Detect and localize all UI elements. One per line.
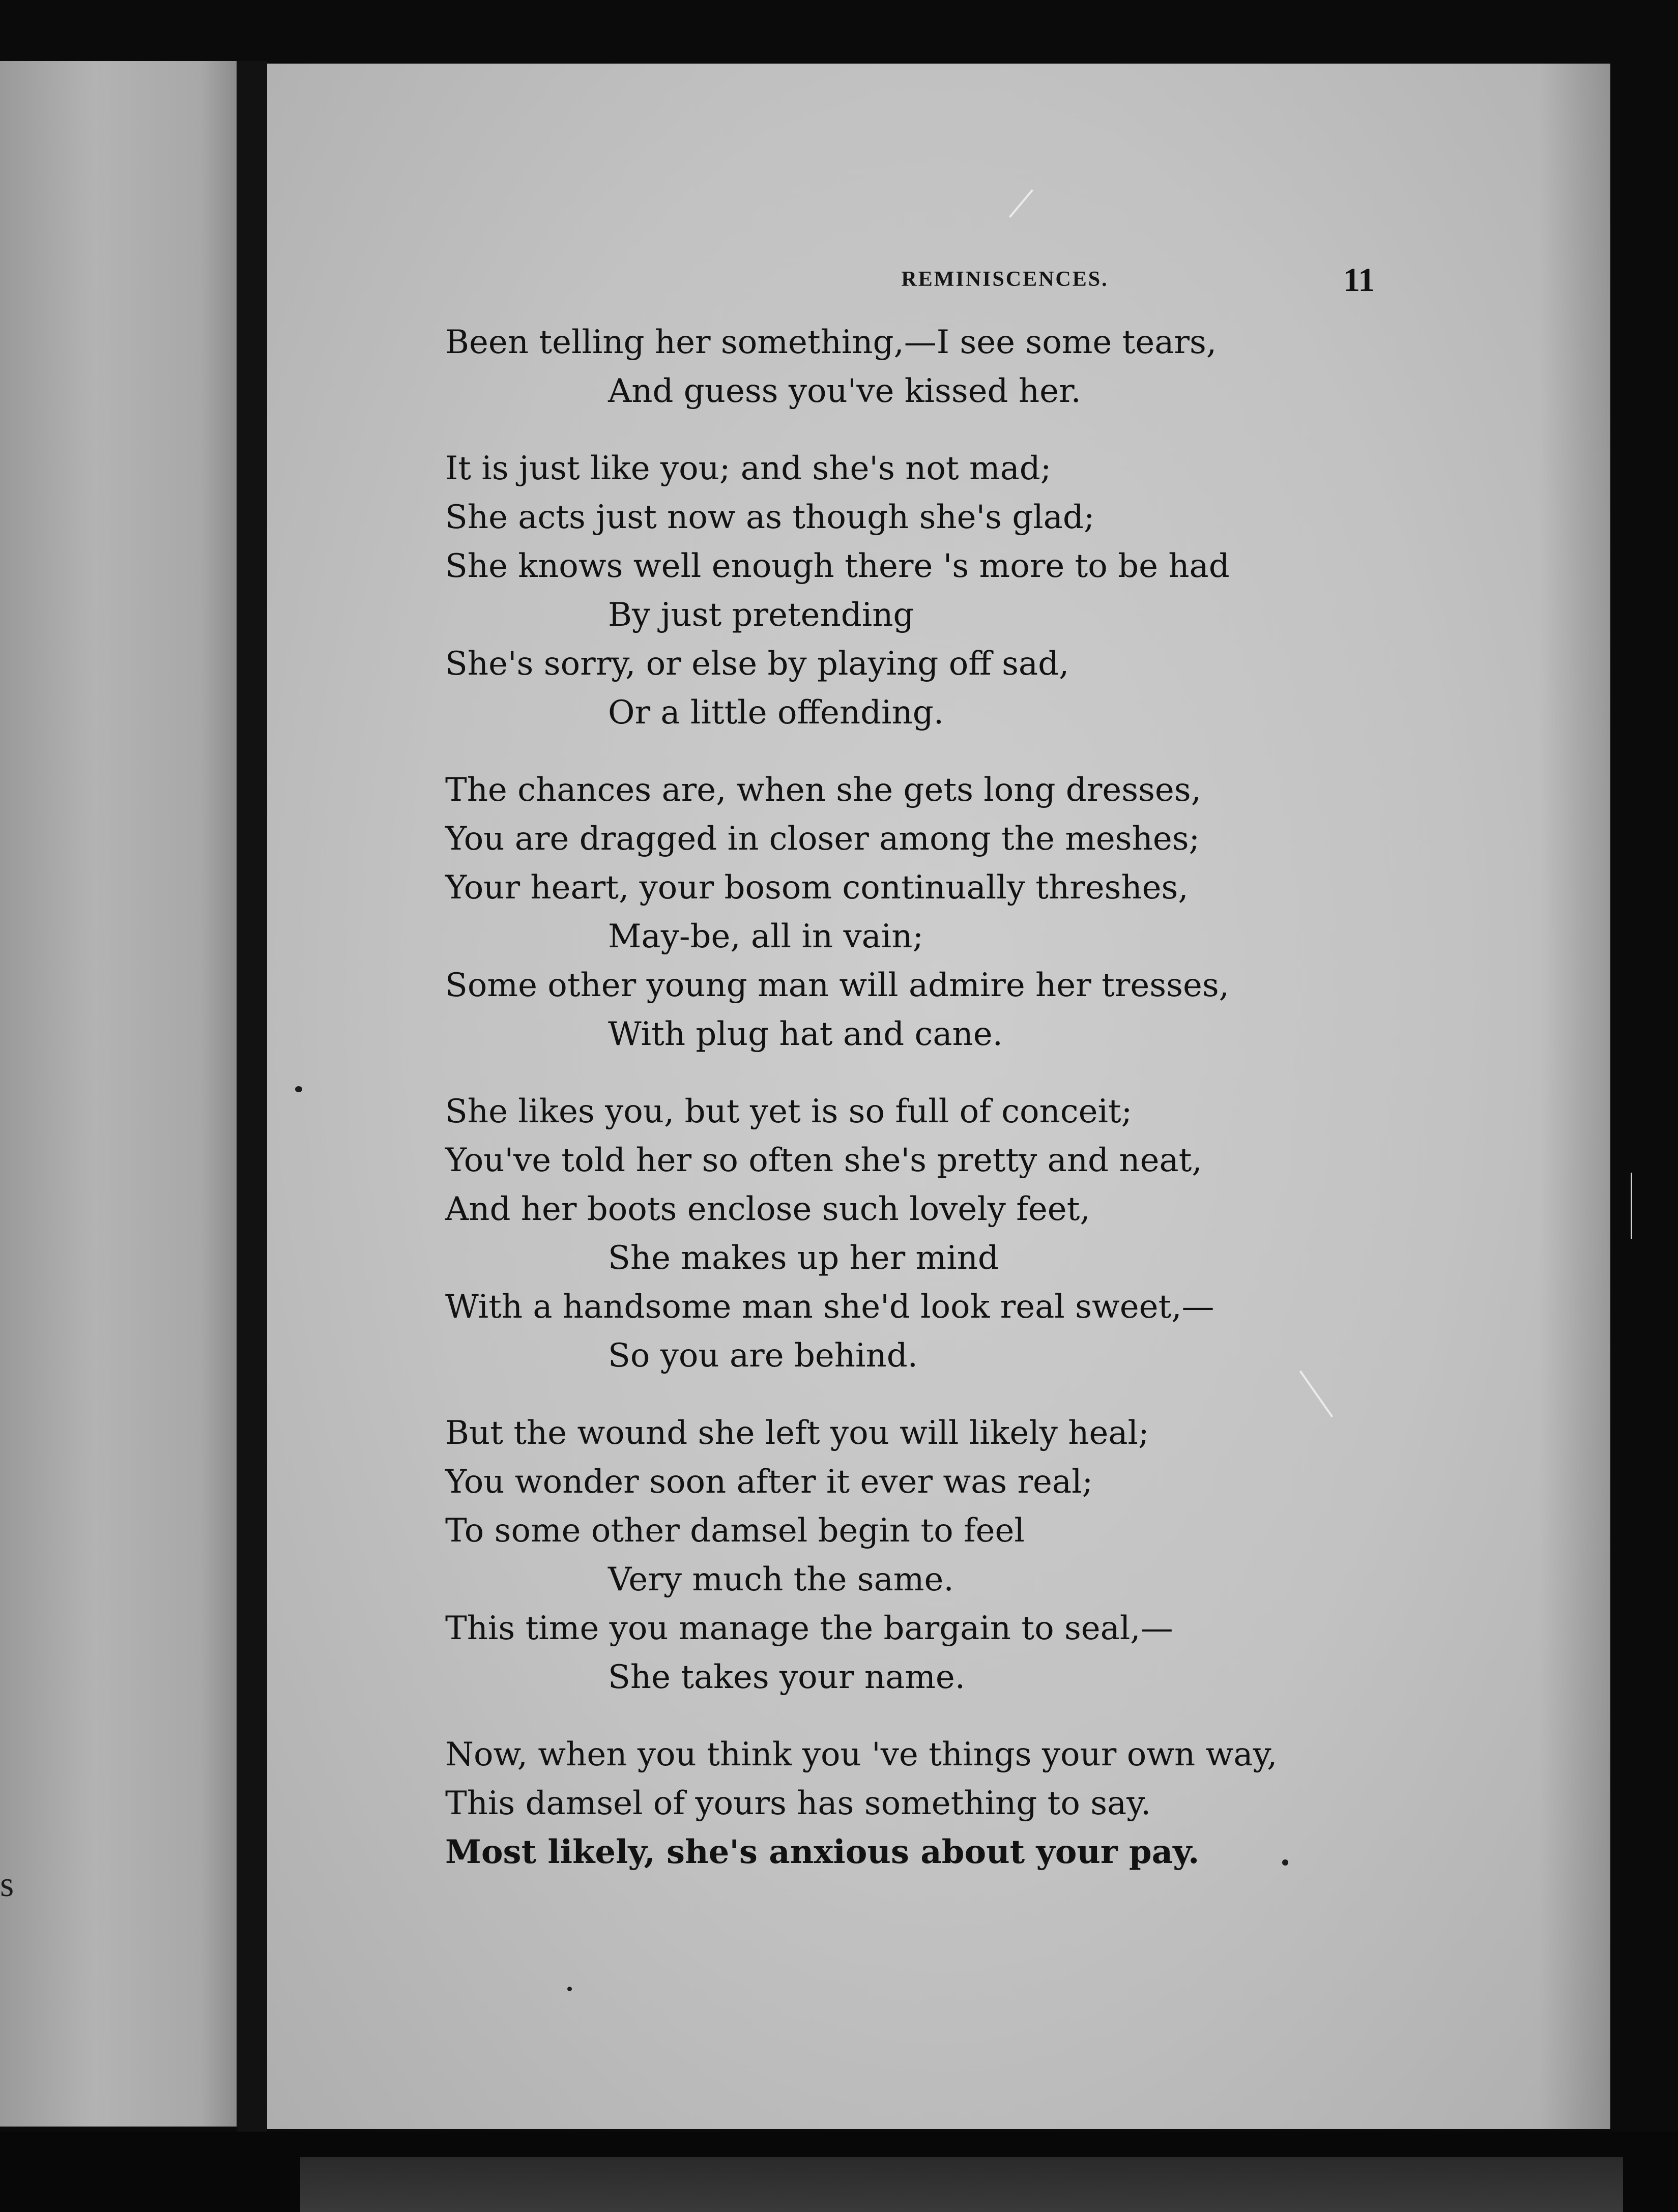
page-number: 11	[1343, 261, 1375, 299]
poem-stanza	[445, 444, 1565, 737]
poem-line: She takes your name.	[608, 1658, 966, 1696]
dust-speck	[295, 1086, 302, 1092]
poem-line: She's sorry, or else by playing off sad,	[445, 645, 1069, 683]
poem-line: You've told her so often she's pretty and neat,	[445, 1142, 1202, 1179]
poem-line: She acts just now as though she's glad;	[445, 499, 1095, 536]
poem-line: Now, when you think you 've things your own way,	[445, 1736, 1278, 1773]
poem-line: And her boots enclose such lovely feet,	[445, 1190, 1090, 1228]
poem-stanza	[445, 318, 1565, 416]
running-head: REMINISCENCES.	[901, 268, 1109, 291]
stanza-gap	[445, 1059, 1565, 1087]
poem-line: Your heart, your bosom continually threshes,	[445, 869, 1189, 907]
poem-body	[445, 318, 1565, 1877]
dust-speck	[567, 1987, 572, 1991]
poem-line: Very much the same.	[608, 1561, 954, 1598]
poem-line: She makes up her mind	[608, 1239, 999, 1277]
poem-line: With a handsome man she'd look real sweet,—	[445, 1288, 1214, 1326]
book-page	[267, 64, 1610, 2129]
poem-line: Been telling her something,—I see some tears,	[445, 324, 1217, 361]
stanza-gap	[445, 737, 1565, 766]
poem-line: Or a little offending.	[608, 694, 944, 732]
poem-line: Most likely, she's anxious about your pay.	[445, 1833, 1200, 1871]
film-scratch	[1631, 1173, 1632, 1239]
adjacent-page	[0, 61, 237, 2127]
dust-speck	[1282, 1859, 1288, 1866]
poem-line: The chances are, when she gets long dresses,	[445, 771, 1201, 809]
binding-gutter	[237, 61, 267, 2147]
film-scratch	[1009, 189, 1033, 218]
poem-line: Some other young man will admire her tresses,	[445, 967, 1229, 1004]
next-frame-strip	[300, 2157, 1623, 2212]
stanza-gap	[445, 1380, 1565, 1409]
poem-line: This damsel of yours has something to say.	[445, 1785, 1151, 1822]
poem-line: She knows well enough there 's more to be had	[445, 547, 1230, 585]
poem-line: To some other damsel begin to feel	[445, 1512, 1025, 1550]
poem-stanza	[445, 1730, 1565, 1877]
adjacent-page-letter: s	[0, 1865, 14, 1904]
stanza-gap	[445, 416, 1565, 444]
poem-line: By just pretending	[608, 596, 914, 634]
poem-stanza	[445, 1087, 1565, 1380]
poem-line: This time you manage the bargain to seal,—	[445, 1610, 1173, 1647]
stanza-gap	[445, 1702, 1565, 1730]
poem-line: But the wound she left you will likely heal;	[445, 1414, 1149, 1452]
poem-stanza	[445, 1409, 1565, 1702]
poem-line: May-be, all in vain;	[608, 918, 924, 955]
poem-line: So you are behind.	[608, 1337, 918, 1375]
poem-line: It is just like you; and she's not mad;	[445, 450, 1052, 487]
poem-line: You are dragged in closer among the meshes;	[445, 820, 1200, 858]
poem-stanza	[445, 766, 1565, 1059]
poem-line: You wonder soon after it ever was real;	[445, 1463, 1093, 1501]
poem-line: And guess you've kissed her.	[608, 372, 1081, 410]
poem-line: With plug hat and cane.	[608, 1015, 1003, 1053]
poem-line: She likes you, but yet is so full of conceit;	[445, 1093, 1133, 1130]
